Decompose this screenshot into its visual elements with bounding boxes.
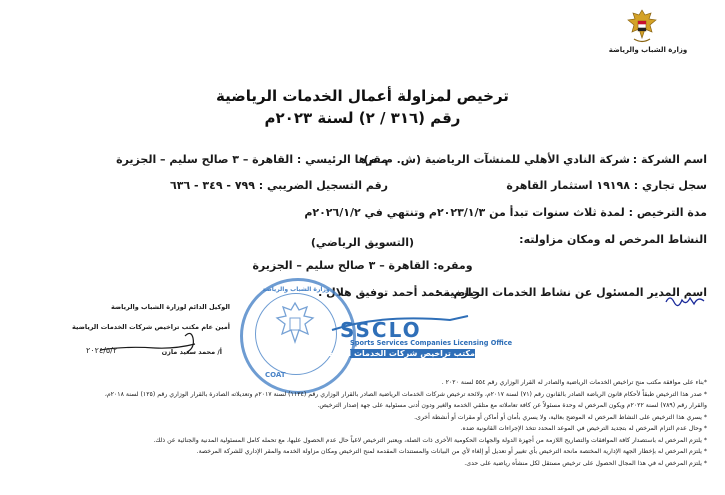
note-6: * يلتزم المرخص له بإخطار الجهة الإدارية المختصة مانحة الترخيص بأي تغيير أو تعديل أو إلغاء لأي من البيانات والمستندات المقدمة لمنح الترخيص ومكان مزاولة الخدمة والمقر الإداري للشركة المرخصة.: [196, 448, 707, 455]
eagle-emblem-icon: [627, 8, 657, 46]
signature-date: ٢٠٢٤/٥/٢: [86, 346, 118, 355]
manager-name: حازم محمد أحمد توفيق هلال .: [318, 286, 480, 299]
ministry-name: وزارة الشباب والرياضة: [608, 46, 688, 54]
company-name-value: شركة النادي الأهلي للمنشآت الرياضية (ش. م. م): [363, 153, 630, 166]
notes: [12, 377, 707, 469]
seal-eagle-icon: [275, 300, 315, 355]
note-7: * يلتزم المرخص له في هذا المجال الحصول على ترخيص مستقل لكل منشأه رياضية على حدى.: [464, 459, 707, 467]
note-0: *بناء على موافقة مكتب منح تراخيص الخدمات الرياضية والصادر له القرار الوزاري رقم ٥٥٤ لسنة ٢٠٢٠ .: [441, 379, 707, 386]
note-3: * يسري هذا الترخيص على النشاط المرخص له الموضح بعالية، ولا يسري بأمان أو أماكن أو مقرات أو أنشطة أخرى.: [414, 413, 707, 421]
activity-label: النشاط المرخص له ومكان مزاولته:: [519, 233, 707, 246]
license-duration: مدة الترخيص : لمدة ثلاث سنوات تبدأ من ٢٠٢٣/١/٣م وتنتهي في ٢٠٢٦/١/٢م: [304, 206, 707, 219]
activity-place: ومقره: القاهرة – ٣ صالح سليم – الجزيرة: [252, 259, 473, 272]
note-2: والقرار رقم (٧٨٩) لسنة ٢٠٢٢م ويكون المرخص له وحدة مسئولاً عن كافة تعاملاته مع متلقي الخدمة والغير ودون أدنى مسئولية على جهة إصدار الترخيص.: [317, 402, 707, 409]
seal-bottom-text: COAT: [265, 371, 286, 379]
signatory-name: أ/ محمد سعيد مازن: [161, 348, 222, 356]
activity-value: (التسويق الرياضي): [310, 236, 415, 249]
commercial-register: سجل تجاري : ١٩١٩٨ استثمار القاهرة: [506, 179, 707, 192]
ssclo-logo: SSCLO: [340, 318, 422, 342]
signature-title-2: أمين عام مكتب تراخيص شركات الخدمات الرياضية: [72, 323, 230, 331]
signature-title-1: الوكيل الدائم لوزارة الشباب والرياضة: [110, 303, 230, 311]
manager-label: اسم المدير المسئول عن نشاط الخدمات الرياضية :: [435, 286, 707, 299]
ssclo-arabic-name: مكتب تراخيص شركات الخدمات الرياضية: [318, 349, 475, 358]
ssclo-english-name: Sports Services Companies Licensing Office: [350, 339, 513, 347]
seal-ring-text: وزارة الشباب والرياضة: [262, 286, 330, 293]
document-title: ترخيص لمزاولة أعمال الخدمات الرياضية: [216, 87, 509, 105]
headquarters: مقرها الرئيسي : القاهرة – ٣ صالح سليم – الجزيرة: [116, 153, 388, 166]
license-number: رقم (٣١٦ / ٢) لسنة ٢٠٢٣م: [264, 109, 461, 127]
tax-registration: رقم التسجيل الضريبي : ٧٩٩ - ٣٤٩ - ٦٣٦: [170, 179, 388, 192]
company-name-label: اسم الشركة :: [632, 153, 707, 166]
note-5: * يلتزم المرخص له باستصدار كافة الموافقات والتصاريح اللازمة من أجهزة الدولة والجهات الحكومية الأخرى ذات الصلة، ويعتبر الترخيص لاغياً حال عدم الحصول عليها، مع تحمله كامل المسئولية المدنية والجنائية عن ذلك.: [153, 436, 707, 444]
note-4: * وحال عدم التزام المرخص له بتجديد الترخيص في الموعد المحدد تتخذ الإجراءات القانونية ضده.: [460, 425, 707, 432]
manager-signature-icon: [664, 290, 708, 310]
logo-swoosh-icon: [330, 312, 470, 334]
note-1: * صدر هذا الترخيص طبقاً لأحكام قانون الرياضة الصادر بالقانون رقم (٧١) لسنة ٢٠١٧م، ولائحة ترخيص شركات الخدمات الرياضية الصادر بالقرار الوزاري رقم (١١٢٤) لسنة ٢٠١٧م وتعديلاته الصادرة بالقرار الوزاري رقم (١٢٥) لسنة ٢٠١٨م،: [104, 390, 707, 398]
